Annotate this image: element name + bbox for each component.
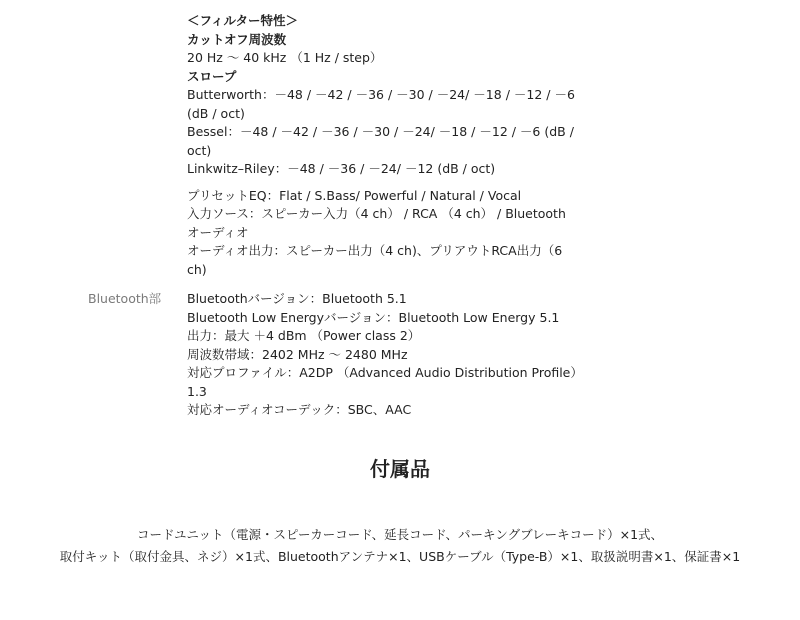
audio-output-cont: ch) — [187, 261, 207, 277]
cutoff-range: 20 Hz ～ 40 kHz （1 Hz / step） — [187, 50, 383, 65]
input-source: 入力ソース：スピーカー入力（4 ch） / RCA （4 ch） / Bluetooth — [187, 206, 566, 221]
filter-heading: ＜フィルター特性＞ — [187, 13, 299, 28]
preset-eq: プリセットEQ：Flat / S.Bass/ Powerful / Natural / Vocal — [187, 187, 522, 203]
bluetooth-spec-content — [187, 290, 582, 420]
accessories-line-2: 取付キット（取付金具、ネジ）×1式、Bluetoothアンテナ×1、USBケーブル（Type-B）×1、取扱説明書×1、保証書×1 — [59, 549, 741, 564]
accessories-title: 付属品 — [370, 457, 430, 481]
slope-bessel-unit: oct) — [187, 142, 212, 158]
filter-spec-content — [187, 12, 582, 279]
bluetooth-version: Bluetoothバージョン：Bluetooth 5.1 — [187, 291, 407, 306]
spacer — [187, 179, 582, 187]
bluetooth-frequency: 周波数帯域：2402 MHz ～ 2480 MHz — [187, 346, 408, 362]
slope-heading: スロープ — [187, 68, 237, 84]
bluetooth-profile-version: 1.3 — [187, 383, 207, 399]
audio-output: オーディオ出力：スピーカー出力（4 ch)、プリアウトRCA出力（6 — [187, 243, 563, 258]
ble-version: Bluetooth Low Energyバージョン：Bluetooth Low Energy 5.1 — [187, 309, 560, 325]
bluetooth-profile: 対応プロファイル：A2DP （Advanced Audio Distribution Profile） — [187, 365, 583, 380]
input-source-cont: オーディオ — [187, 224, 249, 240]
bluetooth-output: 出力：最大 ＋4 dBm （Power class 2） — [187, 328, 421, 343]
slope-butterworth-unit: (dB / oct) — [187, 105, 245, 121]
cutoff-heading: カットオフ周波数 — [187, 31, 287, 47]
bluetooth-label: Bluetooth部 — [88, 291, 162, 306]
slope-butterworth: Butterworth：－48 / －42 / －36 / －30 / －24/ －18 / －12 / －6 — [187, 87, 575, 102]
bluetooth-codec: 対応オーディオコーデック：SBC、AAC — [187, 402, 412, 417]
accessories-line-1: コードユニット（電源・スピーカーコード、延長コード、パーキングブレーキコード）×1式、 — [136, 527, 664, 542]
slope-bessel: Bessel：－48 / －42 / －36 / －30 / －24/ －18 / －12 / －6 (dB / — [187, 124, 574, 139]
slope-linkwitz-riley: Linkwitz–Riley：－48 / －36 / －24/ －12 (dB / oct) — [187, 161, 496, 176]
accessories-list — [0, 524, 800, 568]
